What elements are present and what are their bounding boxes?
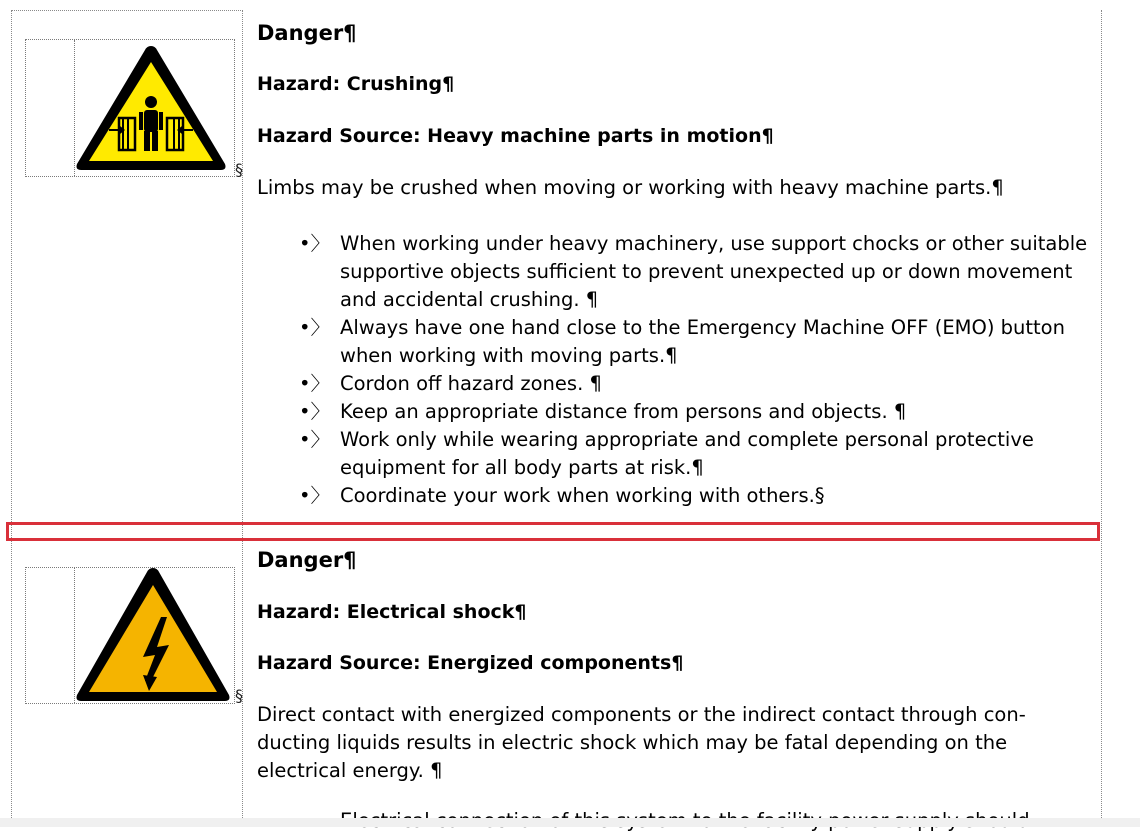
hazard-description: Limbs may be crushed when moving or working with heavy machine parts.¶ — [257, 176, 1004, 199]
hazard-description: Direct contact with energized components or the indirect contact through con-ducting liquids results in electric shock which may be fatal depending on the electrical energy. ¶ — [257, 703, 1026, 782]
danger-heading: Danger¶ — [257, 548, 357, 572]
hazard-source: Hazard Source: Energized components¶ — [257, 652, 684, 674]
danger-heading: Danger¶ — [257, 21, 357, 45]
anchor-mark: § — [235, 686, 243, 705]
safety-bullet-list — [257, 230, 1097, 510]
list-item: •〉 Always have one hand close to the Emergency Machine OFF (EMO) button when working with moving parts.¶ — [299, 316, 1065, 367]
crushing-hazard-icon — [73, 42, 229, 173]
list-item: •〉 Keep an appropriate distance from persons and objects. ¶ — [299, 400, 907, 423]
selected-row-highlight[interactable] — [6, 522, 1100, 541]
list-item: •〉 Coordinate your work when working with others.§ — [299, 484, 825, 507]
anchor-mark: § — [235, 160, 243, 179]
table-top-border — [11, 10, 243, 11]
electrical-hazard-icon — [73, 565, 233, 705]
window-bottom-edge — [0, 818, 1140, 827]
hazard-source: Hazard Source: Heavy machine parts in motion¶ — [257, 125, 774, 147]
list-item: •〉 When working under heavy machinery, use support chocks or other suitable supportive objects sufficient to prevent unexpected up or down movement and accidental crushing. ¶ — [299, 232, 1088, 311]
list-item: •〉 Work only while wearing appropriate and complete personal protective equipment for all body parts at risk.¶ — [299, 428, 1034, 479]
table-left-border — [11, 10, 12, 820]
hazard-title: Hazard: Electrical shock¶ — [257, 601, 527, 623]
hazard-title: Hazard: Crushing¶ — [257, 73, 455, 95]
table-right-border — [1101, 10, 1102, 820]
list-item: •〉 Cordon off hazard zones. ¶ — [299, 372, 602, 395]
